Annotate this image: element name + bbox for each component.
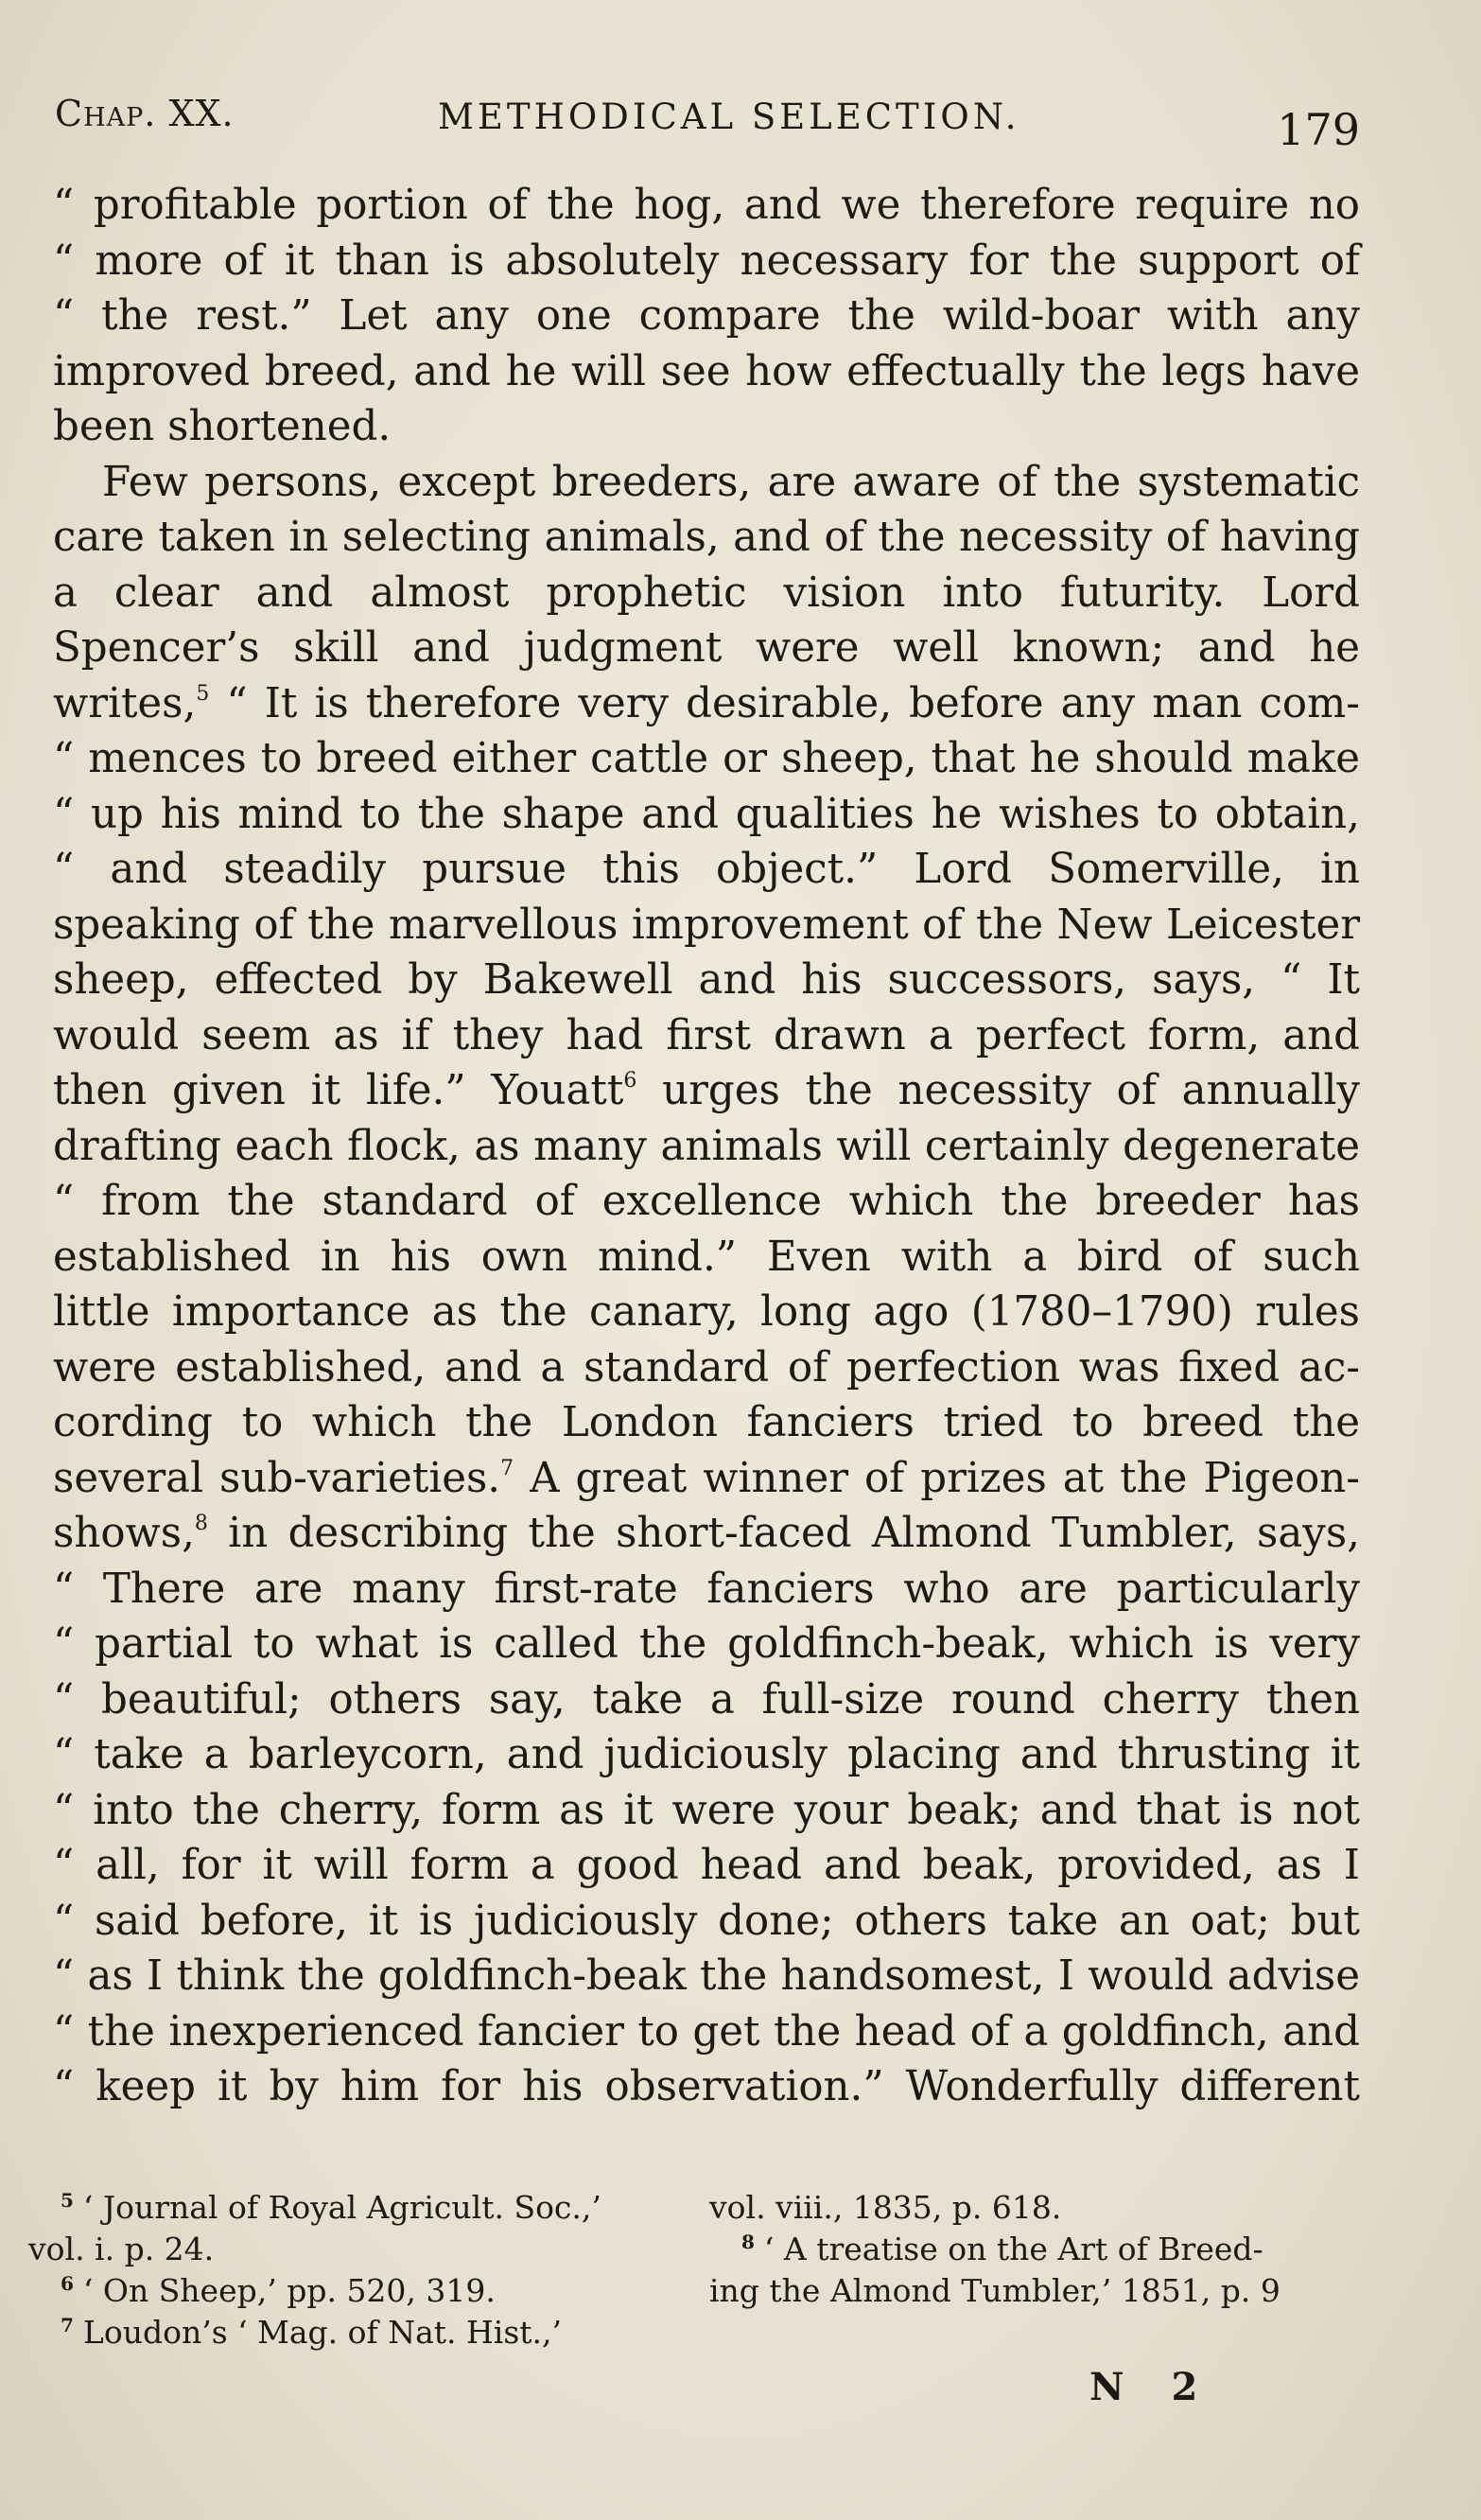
page-number: 179	[1277, 104, 1360, 155]
text-line: “ There are many first-rate fanciers who are particularly	[53, 1565, 1360, 1613]
footnote-number: 7	[61, 2314, 74, 2336]
footnote-continuation: ing the Almond Tumbler,’ 1851, p. 9	[709, 2272, 1281, 2309]
footnote-continuation: vol. i. p. 24.	[28, 2231, 215, 2267]
text-line: cording to which the London fanciers tried to breed the	[53, 1399, 1360, 1446]
footnote-8	[709, 2229, 1362, 2270]
text-line: “ mences to breed either cattle or sheep, that he should make	[53, 735, 1360, 782]
text-fragment: A great winner of prizes at the Pigeon-	[514, 1454, 1361, 1502]
text-line: sheep, effected by Bakewell and his successors, says, “ It	[53, 956, 1360, 1004]
text-line: “ profitable portion of the hog, and we therefore require no	[53, 182, 1360, 229]
text-line: “ up his mind to the shape and qualities he wishes to obtain,	[53, 790, 1360, 838]
text-fragment: urges the necessity of annually	[636, 1067, 1360, 1114]
text-line: were established, and a standard of perfection was fixed ac-	[53, 1343, 1360, 1391]
text-line	[53, 1451, 1360, 1507]
text-line: established in his own mind.” Even with a bird of such	[53, 1233, 1360, 1281]
footnote-ref-7: 7	[500, 1456, 514, 1480]
footnote-5	[28, 2187, 690, 2229]
footnote-text: ‘ Journal of Royal Agricult. Soc.,’	[82, 2189, 601, 2226]
text-fragment: in describing the short-faced Almond Tumbler, says,	[207, 1510, 1360, 1557]
text-line: improved breed, and he will see how effectually the legs have	[53, 347, 1360, 395]
text-line: would seem as if they had first drawn a perfect form, and	[53, 1011, 1360, 1059]
footnotes-right-column	[709, 2187, 1362, 2312]
chapter-label: Chap. XX.	[55, 93, 235, 134]
text-line: “ as I think the goldfinch-beak the handsomest, I would advise	[53, 1952, 1360, 2000]
text-line: a clear and almost prophetic vision into futurity. Lord	[53, 569, 1360, 617]
text-line: “ keep it by him for his observation.” Wonderfully different	[53, 2063, 1360, 2110]
text-line: “ into the cherry, form as it were your beak; and that is not	[53, 1786, 1360, 1834]
footnote-number: 8	[741, 2231, 755, 2253]
footnote-continuation: vol. viii., 1835, p. 618.	[709, 2189, 1062, 2226]
text-line: drafting each flock, as many animals will certainly degenerate	[53, 1122, 1360, 1170]
text-line: care taken in selecting animals, and of the necessity of having	[53, 514, 1360, 561]
text-line: “ all, for it will form a good head and beak, provided, as I	[53, 1842, 1360, 1889]
footnote-ref-5: 5	[196, 681, 210, 706]
text-fragment: writes,	[53, 679, 197, 727]
text-line	[53, 676, 1360, 732]
footnote-text: ‘ A treatise on the Art of Breed-	[763, 2231, 1263, 2267]
text-line: “ and steadily pursue this object.” Lord Somerville, in	[53, 846, 1360, 893]
text-line: “ the rest.” Let any one compare the wild-boar with any	[53, 292, 1360, 340]
text-fragment: shows,	[53, 1510, 195, 1557]
running-title: METHODICAL SELECTION.	[438, 96, 1020, 137]
text-line: “ the inexperienced fancier to get the head of a goldfinch, and	[53, 2007, 1360, 2056]
footnote-number: 6	[61, 2272, 74, 2295]
paragraph-start-line: Few persons, except breeders, are aware of the systematic	[102, 458, 1360, 506]
footnote-text: ‘ On Sheep,’ pp. 520, 319.	[82, 2272, 496, 2309]
text-fragment: “ It is therefore very desirable, before any man com-	[209, 679, 1360, 727]
text-line	[53, 1506, 1360, 1562]
text-line: “ more of it than is absolutely necessary for the support of	[53, 236, 1360, 285]
text-fragment: then given it life.” Youatt	[53, 1067, 624, 1114]
text-line: “ from the standard of excellence which the breeder has	[53, 1178, 1360, 1225]
footnote-number: 5	[61, 2189, 74, 2212]
footnote-ref-8: 8	[194, 1512, 208, 1535]
text-line: little importance as the canary, long ago (1780–1790) rules	[53, 1288, 1360, 1336]
footnotes-left-column	[28, 2187, 690, 2354]
printer-signature: N 2	[1089, 2365, 1215, 2409]
footnote-7	[28, 2312, 690, 2354]
footnote-6	[28, 2270, 690, 2312]
footnote-text: Loudon’s ‘ Mag. of Nat. Hist.,’	[82, 2314, 563, 2351]
text-line: Spencer’s skill and judgment were well known; and he	[53, 624, 1360, 672]
footnote-ref-6: 6	[623, 1069, 637, 1093]
text-line	[53, 1063, 1360, 1119]
text-line: been shortened.	[53, 403, 392, 450]
body-text	[53, 178, 1360, 2115]
text-line: speaking of the marvellous improvement of the New Leicester	[53, 901, 1360, 949]
text-line: “ partial to what is called the goldfinch-beak, which is very	[53, 1620, 1360, 1668]
text-line: “ said before, it is judiciously done; others take an oat; but	[53, 1897, 1360, 1945]
text-line: “ take a barleycorn, and judiciously placing and thrusting it	[53, 1731, 1360, 1778]
text-fragment: several sub-varieties.	[53, 1454, 501, 1502]
text-line: “ beautiful; others say, take a full-size round cherry then	[53, 1675, 1360, 1724]
page-header	[55, 87, 1360, 163]
